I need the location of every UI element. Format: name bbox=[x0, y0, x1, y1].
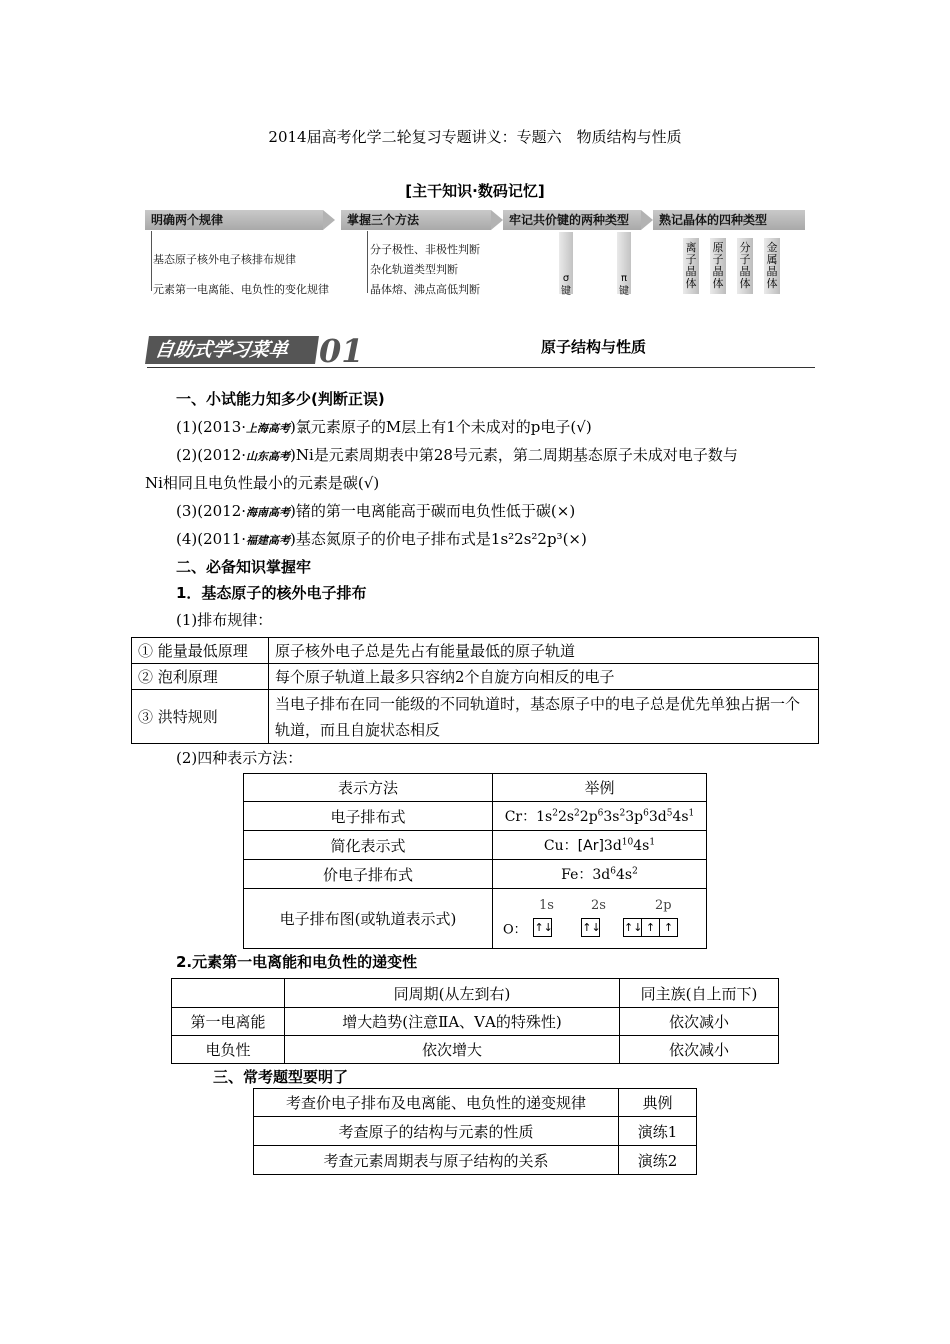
banner-arrow-3 bbox=[641, 210, 653, 230]
method-name: 电子排布图(或轨道表示式) bbox=[244, 889, 493, 949]
quiz-source: 山东高考 bbox=[246, 450, 291, 463]
quiz-item-2-cont: Ni相同且电负性最小的元素是碳(√) bbox=[145, 474, 380, 492]
banner-step-2: 掌握三个方法 bbox=[341, 210, 491, 230]
trend-group: 依次减小 bbox=[620, 1036, 779, 1064]
orbital-boxes bbox=[503, 918, 678, 938]
part1-heading: 一、小试能力知多少(判断正误) bbox=[176, 390, 385, 408]
method-name: 简化表示式 bbox=[244, 831, 493, 860]
table-row bbox=[244, 860, 707, 889]
method-item-2: 杂化轨道类型判断 bbox=[370, 263, 458, 276]
quiz-prefix: (3)(2012· bbox=[176, 502, 247, 520]
rule-desc: 原子核外电子总是先占有能量最低的原子轨道 bbox=[269, 638, 819, 664]
quiz-item-2 bbox=[176, 444, 738, 465]
part2-heading: 二、必备知识掌握牢 bbox=[176, 558, 312, 576]
orbital-box-1s: ↑↓ bbox=[533, 918, 552, 937]
trend-property: 第一电离能 bbox=[172, 1008, 285, 1036]
orbital-element: O： bbox=[503, 922, 527, 937]
rule-name: ② 泡利原理 bbox=[132, 664, 269, 690]
table-row bbox=[172, 1008, 779, 1036]
method-item-3: 晶体熔、沸点高低判断 bbox=[370, 283, 480, 296]
orbital-box-2p-2: ↑ bbox=[642, 918, 660, 937]
quiz-text: )基态氮原子的价电子排布式是1s²2s²2p³(×) bbox=[290, 530, 587, 548]
rules-bracket bbox=[151, 231, 152, 291]
quiz-prefix: (4)(2011· bbox=[176, 530, 247, 548]
table-header-row bbox=[244, 774, 707, 802]
orbital-box-2s: ↑↓ bbox=[581, 918, 600, 937]
rule-item-1: 基态原子核外电子核排布规律 bbox=[153, 253, 296, 266]
table-row bbox=[254, 1089, 697, 1117]
rule-item-2: 元素第一电离能、电负性的变化规律 bbox=[153, 283, 329, 296]
question-example: 典例 bbox=[619, 1089, 697, 1117]
methods-table bbox=[243, 773, 707, 949]
column-header: 举例 bbox=[493, 774, 707, 802]
knowledge-banner bbox=[145, 210, 805, 230]
question-example: 演练1 bbox=[619, 1117, 697, 1146]
banner-arrow-2 bbox=[491, 210, 503, 230]
quiz-item-1 bbox=[176, 416, 592, 437]
section-title: 原子结构与性质 bbox=[541, 338, 647, 356]
trend-group: 依次减小 bbox=[620, 1008, 779, 1036]
part2-sub1: 1．基态原子的核外电子排布 bbox=[176, 584, 367, 602]
quiz-item-4 bbox=[176, 528, 587, 549]
question-type: 考查元素周期表与原子结构的关系 bbox=[254, 1146, 619, 1175]
method-example: Cr：$1s^22s^22p^63s^23p^63d^54s^1$ bbox=[493, 802, 707, 831]
column-header: 同周期(从左到右) bbox=[285, 979, 620, 1008]
crystal-atomic: 原子晶体 bbox=[710, 238, 726, 294]
orbital-label-1s: 1s bbox=[539, 897, 554, 913]
quiz-source: 上海高考 bbox=[246, 422, 291, 435]
rules-table bbox=[131, 637, 819, 744]
methods-bracket bbox=[367, 231, 368, 293]
rules-label: (1)排布规律： bbox=[176, 611, 273, 629]
crystal-metallic: 金属晶体 bbox=[764, 238, 780, 294]
methods-label: (2)四种表示方法： bbox=[176, 749, 303, 767]
method-example: Fe：$3d^64s^2$ bbox=[493, 860, 707, 889]
part3-heading: 三、常考题型要明了 bbox=[213, 1068, 349, 1086]
banner-step-1: 明确两个规律 bbox=[145, 210, 323, 230]
orbital-label-2p: 2p bbox=[655, 897, 672, 913]
orbital-diagram-cell bbox=[493, 889, 707, 949]
method-name: 电子排布式 bbox=[244, 802, 493, 831]
section-divider bbox=[147, 367, 815, 368]
column-header bbox=[172, 979, 285, 1008]
document-subtitle: [主干知识·数码记忆] bbox=[405, 182, 545, 200]
banner-step-3: 牢记共价键的两种类型 bbox=[503, 210, 641, 230]
quiz-source: 福建高考 bbox=[246, 534, 291, 547]
rule-desc: 每个原子轨道上最多只容纳2个自旋方向相反的电子 bbox=[269, 664, 819, 690]
rule-name: ③ 洪特规则 bbox=[132, 690, 269, 744]
badge-text: 自助式学习菜单 bbox=[145, 336, 319, 364]
self-study-menu-badge bbox=[147, 332, 364, 370]
table-row bbox=[132, 638, 819, 664]
orbital-diagram bbox=[499, 892, 700, 946]
table-row bbox=[244, 831, 707, 860]
part2-sub2: 2.元素第一电离能和电负性的递变性 bbox=[176, 953, 418, 971]
orbital-box-2p-3: ↑ bbox=[660, 918, 678, 937]
method-example: Cu：$[Ar]3d^{10}4s^1$ bbox=[493, 831, 707, 860]
quiz-text: )氯元素原子的M层上有1个未成对的p电子(√) bbox=[290, 418, 592, 436]
banner-step-4: 熟记晶体的四种类型 bbox=[653, 210, 805, 230]
table-row bbox=[172, 1036, 779, 1064]
table-row bbox=[254, 1117, 697, 1146]
crystal-molecular: 分子晶体 bbox=[737, 238, 753, 294]
orbital-box-2p-1: ↑↓ bbox=[623, 918, 642, 937]
table-header-row bbox=[172, 979, 779, 1008]
trend-property: 电负性 bbox=[172, 1036, 285, 1064]
quiz-item-3 bbox=[176, 500, 575, 521]
trend-period: 依次增大 bbox=[285, 1036, 620, 1064]
table-row bbox=[132, 664, 819, 690]
table-row bbox=[132, 690, 819, 744]
table-row bbox=[254, 1146, 697, 1175]
quiz-prefix: (1)(2013· bbox=[176, 418, 247, 436]
orbital-label-2s: 2s bbox=[591, 897, 606, 913]
document-title: 2014届高考化学二轮复习专题讲义：专题六 物质结构与性质 bbox=[268, 128, 682, 146]
banner-arrow-1 bbox=[323, 210, 335, 230]
crystal-ionic: 离子晶体 bbox=[683, 238, 699, 294]
column-header: 表示方法 bbox=[244, 774, 493, 802]
method-item-1: 分子极性、非极性判断 bbox=[370, 243, 480, 256]
rule-desc: 当电子排布在同一能级的不同轨道时，基态原子中的电子总是优先单独占据一个轨道，而且自旋状态相反 bbox=[269, 690, 819, 744]
quiz-text: )Ni是元素周期表中第28号元素，第二周期基态原子未成对电子数与 bbox=[290, 446, 738, 464]
question-type: 考查价电子排布及电离能、电负性的递变规律 bbox=[254, 1089, 619, 1117]
rule-name: ① 能量最低原理 bbox=[132, 638, 269, 664]
badge-number: 01 bbox=[319, 332, 364, 370]
question-types-table bbox=[253, 1088, 697, 1175]
question-type: 考查原子的结构与元素的性质 bbox=[254, 1117, 619, 1146]
quiz-prefix: (2)(2012· bbox=[176, 446, 247, 464]
column-header: 同主族(自上而下) bbox=[620, 979, 779, 1008]
table-row bbox=[244, 889, 707, 949]
trend-period: 增大趋势(注意ⅡA、ⅤA的特殊性) bbox=[285, 1008, 620, 1036]
question-example: 演练2 bbox=[619, 1146, 697, 1175]
quiz-source: 海南高考 bbox=[246, 506, 291, 519]
trend-table bbox=[171, 978, 779, 1064]
table-row bbox=[244, 802, 707, 831]
pi-bond-tag: π 键 bbox=[617, 232, 631, 294]
quiz-text: )锗的第一电离能高于碳而电负性低于碳(×) bbox=[290, 502, 576, 520]
sigma-bond-tag: σ 键 bbox=[559, 232, 573, 294]
method-name: 价电子排布式 bbox=[244, 860, 493, 889]
